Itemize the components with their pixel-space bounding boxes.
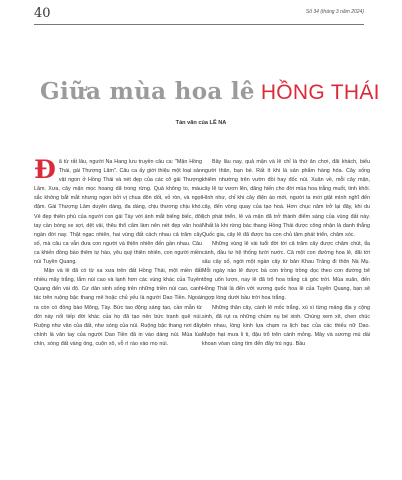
header-divider <box>34 24 364 25</box>
paragraph: Những vùng lê vài tuổi đời tới cả trăm cây được chăm chút, tỉa cành, đầu tư hệ thống tưới nước. Cả một con đường hoa lê, đãi tới sâu cây số, ngót một ngàn cây từ bản Khau Trăng đi thôn Nà Mụ. Mỗi ngày nào lê được bà con trồng trồng dọc theo con đường bê tông uốn lượn, nay lê đã trổ hoa trắng cả góc trời. Mùa xuân, đến Hồng Thái là đến với vương quốc hoa lê của Tuyên Quang, bạn sẽ ngợp lòng dưới bầu trời hoa trắng. <box>202 240 370 302</box>
title-accent: HỒNG THÁI <box>260 81 380 104</box>
paragraph: Mận và lê đã có từ xa xưa trên đất Hồng Thái, một miền đất nhiều mây trắng, lắm núi cao và lạnh hơn các vùng khác của Tuyên Quang đến vài độ. Cư dân sinh sống trên những triền núi cao, canh tác trên ruộng bậc thang mê hoặc chủ yếu là người Dao Tiền. Ngoài ra còn có đồng bào Mông, Tày. Bức tao động sáng tạo, cần mẫn từ đời này nối tiếp đời khác của họ đã tạo nên bức tranh quê núi. Ruộng như vân của đất, như sóng của núi. Ruộng bậc thang nơi đây chính là văn tay của người Dao Tiền đã in vào dáng núi. Mùa lúa chín, sóng đất vàng óng, cuộn xô, vỗ rì rào vào mọ núi. <box>34 268 202 347</box>
paragraph: Bây lâu nay, quả mận và lê chỉ là thứ ăn chơi, đãi khách, biếu người thân, bạn bè. Rất ít khi là sản phẩm hàng hóa. Cây sống khiêm nhường trên vườn đồi hay đốc núi. Xuân về, mỗi cây mận, cây lê tự vươn lên, dâng hiến cho đời mùa hoa trắng muốt, tinh khôi. Hình như, chỉ khi cây điện áo mới, người ta mới giật mình nghĩ đến cây, đến vòng quay của tạo hoá. Hơn chục năm trở lại đây, khi du lịch phát triển, lê và mận đã trở thành điểm sáng của vùng đất này. Nhất là khi rừng bác thang Hồng Thái được công nhận là danh thắng Quốc gia, cây lê đã được ba con chủ tâm phát triển, chăm sóc. <box>202 159 370 238</box>
left-column <box>34 155 202 349</box>
byline: Tản văn của LÊ NA <box>175 120 227 126</box>
drop-cap: Đ <box>34 155 56 184</box>
article-title <box>40 78 380 105</box>
title-main: Giữa mùa hoa lê <box>40 78 255 105</box>
paragraph <box>34 155 202 267</box>
paragraph-text: ã từ rất lâu, người Na Hang lưu truyền câu ca: "Mận Hồng Thái, gái Thượng Lâm". Câu ca ấy giới thiệu một loại sản vật ngon ở Hồng Thái và nét đẹp của các cô gái Thượng Lâm. Xưa, cây mận mọc hoang dã trong rừng. Quả không to, màu sắc không bắt mắt nhưng ngon bởi vị chua đôn dốt, vỏ ròn, và ngọt đậm. Gái Thượng Lâm duyên dáng, đa dáng, chịu thương chịu khó. Vẻ đẹp thiên phú của người con gái Tày với ánh mắt biếng biếc, đôi tay cần bóng xe sợi, dệt vải, thêu thổ cẩm làm nên nét đẹp văn hoá ngàn đời nay. Thật ngạc nhiên, hai vùng đất cách nhau cả trăm cây số, mà câu ca vẫn đưa con người và thiên nhiên đến gần nhau. Câu ca khiến đồng bào thêm tự hào, yêu quý thiên nhiên, con người miền núi Tuyên Quang. <box>34 159 202 266</box>
paragraph: Những thân cây, cành lê mốc trắng, xù xì từng mảng địa y cộng sinh, đã rụt ra những chùm nụ bé xinh. Chúng xem xít, chen chúc bên nhau, lòng kinh lựa chạm ra lịch bạc của các thiếu nữ Dao. Muộn hạt mưa li ti, đậu trổ trên cánh mỏng. Mây và sương mù dài khoan vòan cùng tìm đến đây trú ngụ. Bầu <box>202 304 370 347</box>
page-number: 40 <box>34 6 51 21</box>
issue-info: Số 34 (tháng 3 năm 2024) <box>305 9 364 15</box>
right-column <box>202 158 370 349</box>
